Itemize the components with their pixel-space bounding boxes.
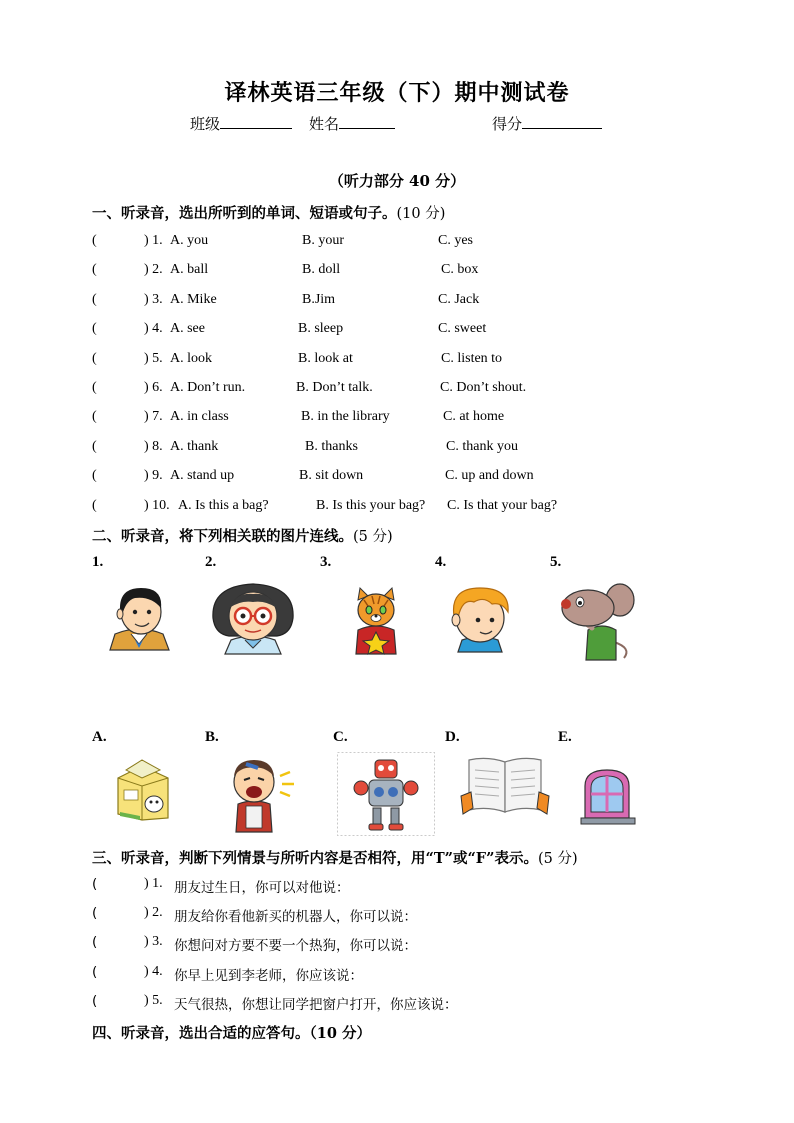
cat-picture[interactable] [348,586,404,656]
section-points: (10 分) [396,206,446,222]
class-label: 班级 [190,115,221,133]
option-a[interactable]: A. Mike [170,291,217,307]
section-points: (5 分) [353,529,393,545]
match-letter-e: E. [558,729,572,745]
option-c[interactable]: C. sweet [438,321,487,337]
option-c[interactable]: C. Is that your bag? [447,497,558,513]
score-blank[interactable] [522,114,602,129]
section-title-text: 三、听录音，判断下列情景与所听内容是否相符，用“T”或“F”表示。 [92,850,538,867]
section-1-title [92,202,445,223]
class-blank[interactable] [220,114,292,129]
option-a[interactable]: A. stand up [170,468,235,484]
option-b[interactable]: B. look at [298,350,353,366]
answer-paren-open: ( [92,380,97,395]
section-3-title [92,847,578,868]
answer-paren-open[interactable]: ( [92,905,98,922]
option-b[interactable]: B. your [302,233,344,248]
class-field [190,113,292,134]
answer-paren-open[interactable]: ( [92,963,98,980]
option-c[interactable]: C. up and down [445,468,534,484]
listening-part-title: （听力部分 40 分） [328,172,466,190]
question-number: ) 9. [144,468,163,484]
section-2-title [92,525,393,546]
option-b[interactable]: B. thanks [305,438,358,454]
option-a[interactable]: A. look [170,350,212,366]
window-picture[interactable] [579,766,639,828]
section-title-text: 四、听录音，选出合适的应答句。（10 分） [92,1025,371,1042]
score-field [492,113,602,134]
match-letter-b: B. [205,729,219,745]
question-number: ) 1. [144,876,163,891]
book-picture[interactable] [459,752,551,820]
match-number-5: 5. [550,554,562,570]
page-title: 译林英语三年级（下）期中测试卷 [224,81,570,106]
question-number: ) 8. [144,438,163,454]
option-c[interactable]: C. Don’t shout. [440,380,527,395]
name-blank[interactable] [339,114,395,129]
option-c[interactable]: C. at home [443,409,505,425]
section-points: (5 分) [537,851,578,867]
question-number: ) 4. [144,321,163,337]
scenario-text: 天气很热，你想让同学把窗户打开，你应该说： [174,996,458,1013]
option-b[interactable]: B. Is this your bag? [316,497,426,513]
name-label: 姓名 [309,115,340,133]
blond-boy-picture[interactable] [444,582,516,654]
option-b[interactable]: B. sleep [298,321,344,337]
question-number: ) 10. [144,497,170,513]
question-number: ) 4. [144,963,163,979]
answer-paren-open: ( [92,233,97,248]
option-b[interactable]: B. sit down [299,468,364,484]
question-number: ) 5. [144,992,163,1008]
scenario-text: 朋友过生日，你可以对他说： [174,880,350,896]
option-a[interactable]: A. in class [170,409,229,425]
match-letter-a: A. [92,729,107,745]
match-number-4: 4. [435,554,447,570]
option-a[interactable]: A. Don’t run. [170,380,246,395]
option-c[interactable]: C. yes [438,233,473,248]
option-c[interactable]: C. Jack [438,291,480,307]
milk-carton-picture[interactable] [112,756,174,822]
answer-paren-open[interactable]: ( [92,876,98,892]
match-number-2: 2. [205,554,217,570]
grandma-picture[interactable] [207,578,299,656]
question-number: ) 6. [144,380,163,395]
match-number-1: 1. [92,554,104,570]
boy-picture[interactable] [105,582,173,652]
answer-paren-open: ( [92,262,97,278]
robot-picture[interactable] [337,752,435,836]
answer-paren-open: ( [92,468,97,484]
match-letter-c: C. [333,729,348,745]
answer-paren-open: ( [92,438,97,454]
question-number: ) 1. [144,233,163,248]
match-letter-d: D. [445,729,460,745]
answer-paren-open: ( [92,350,97,366]
option-b[interactable]: B. in the library [301,409,390,425]
scenario-text: 你早上见到李老师，你应该说： [174,967,363,984]
scenario-text: 你想问对方要不要一个热狗，你可以说： [174,938,417,955]
answer-paren-open[interactable]: ( [92,934,98,951]
option-c[interactable]: C. thank you [446,438,518,454]
option-a[interactable]: A. see [170,321,205,337]
option-b[interactable]: B. Don’t talk. [296,380,373,395]
option-c[interactable]: C. listen to [441,350,503,366]
question-number: ) 2. [144,262,163,278]
answer-paren-open[interactable]: ( [92,992,98,1009]
option-c[interactable]: C. box [441,262,479,278]
question-number: ) 5. [144,350,163,366]
answer-paren-open: ( [92,497,97,513]
option-a[interactable]: A. ball [170,262,209,278]
mouse-picture[interactable] [554,582,638,662]
section-title-text: 二、听录音，将下列相关联的图片连线。 [92,528,353,545]
question-number: ) 7. [144,409,163,425]
match-number-3: 3. [320,554,332,570]
answer-paren-open: ( [92,291,97,307]
section-title-text: 一、听录音，选出所听到的单词、短语或句子。 [92,205,397,222]
question-number: ) 3. [144,934,163,950]
answer-paren-open: ( [92,409,97,425]
score-label: 得分 [492,115,523,133]
shouting-boy-picture[interactable] [218,754,298,834]
option-b[interactable]: B.Jim [302,291,336,307]
name-field [309,113,395,134]
option-b[interactable]: B. doll [302,262,341,278]
question-number: ) 2. [144,905,163,921]
option-a[interactable]: A. thank [170,438,219,454]
option-a[interactable]: A. Is this a bag? [178,497,269,513]
option-a[interactable]: A. you [170,233,209,248]
answer-paren-open: ( [92,321,97,337]
section-4-title [92,1022,371,1043]
question-number: ) 3. [144,291,163,307]
scenario-text: 朋友给你看他新买的机器人，你可以说： [174,909,417,926]
